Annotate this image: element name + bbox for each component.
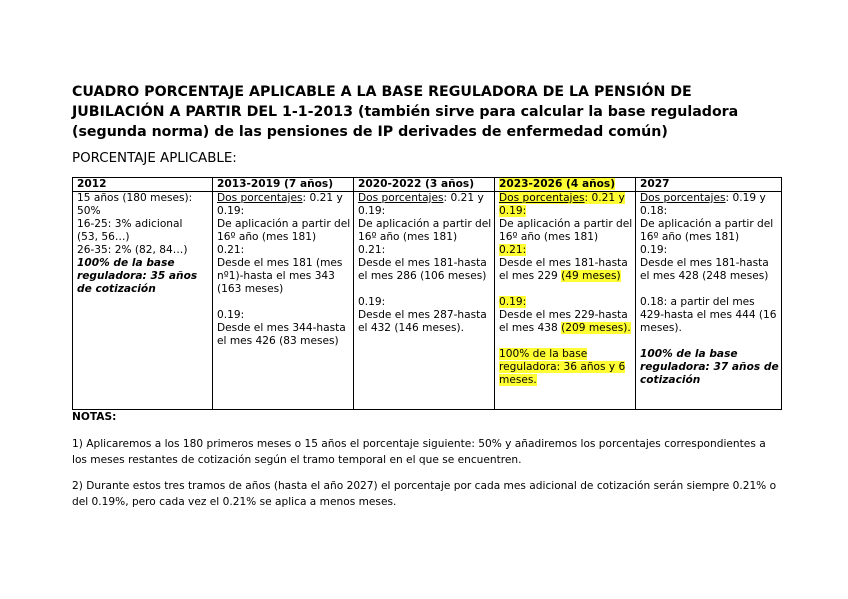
cell-text: : 0.19 y 0.18: bbox=[640, 192, 766, 217]
highlighted-text: (209 meses). bbox=[561, 322, 631, 334]
highlighted-text: 0.19: bbox=[499, 296, 527, 308]
cell-text: Desde el mes 181-hasta el mes 286 (106 meses) bbox=[358, 257, 487, 282]
cell-text: 0.21: bbox=[358, 244, 386, 256]
cell-text: Desde el mes 181-hasta el mes 229 bbox=[499, 257, 628, 282]
cell-text bbox=[499, 244, 634, 257]
cell-text bbox=[640, 192, 780, 218]
header-2027: 2027 bbox=[636, 178, 782, 192]
cell-2013-2019 bbox=[213, 192, 354, 410]
notes-heading: NOTAS: bbox=[72, 411, 117, 423]
cell-text: 16-25: 3% adicional bbox=[77, 218, 183, 230]
underlined-text: Dos porcentajes bbox=[640, 192, 726, 204]
cell-text: 0.19: bbox=[640, 244, 668, 256]
header-2013-2019: 2013-2019 (7 años) bbox=[213, 178, 354, 192]
cell-text: De aplicación a partir del 16º año (mes 181) bbox=[217, 218, 351, 243]
cell-text: 26-35: 2% (82, 84…) bbox=[77, 244, 188, 256]
cell-text: Desde el mes 181-hasta el mes 428 (248 meses) bbox=[640, 257, 769, 282]
table-row bbox=[73, 192, 782, 410]
cell-text bbox=[499, 348, 634, 387]
section-subtitle: PORCENTAJE APLICABLE: bbox=[72, 151, 237, 166]
cell-text: 0.19: bbox=[358, 296, 386, 308]
cell-text bbox=[358, 192, 493, 218]
cell-text: De aplicación a partir del 16º año (mes 181) bbox=[499, 218, 633, 243]
cell-final-text: 100% de la base reguladora: 37 años de cotización bbox=[640, 348, 779, 386]
cell-text: Desde el mes 229-hasta el mes 438 bbox=[499, 309, 628, 334]
highlighted-text bbox=[499, 192, 625, 217]
cell-text: 0.18: a partir del mes 429-hasta el mes 444 (16 meses). bbox=[640, 296, 777, 334]
cell-text bbox=[499, 296, 634, 309]
cell-text: : 0.21 y 0.19: bbox=[217, 192, 343, 217]
cell-text: Desde el mes 287-hasta el 432 (146 meses). bbox=[358, 309, 487, 334]
table-header-row bbox=[73, 178, 782, 192]
cell-text: : 0.21 y 0.19: bbox=[499, 192, 625, 217]
cell-final-text: 100% de la base reguladora: 35 años de cotización bbox=[77, 257, 198, 295]
underlined-text: Dos porcentajes bbox=[499, 192, 585, 204]
cell-text: Desde el mes 344-hasta el mes 426 (83 meses) bbox=[217, 322, 346, 347]
document-page bbox=[72, 82, 782, 520]
cell-text bbox=[499, 257, 634, 283]
cell-2027 bbox=[636, 192, 782, 410]
cell-text: 0.19: bbox=[217, 309, 245, 321]
cell-text bbox=[217, 192, 352, 218]
cell-text: Desde el mes 181 (mes nº1)-hasta el mes 343 (163 meses) bbox=[217, 257, 343, 295]
note-1: 1) Aplicaremos a los 180 primeros meses o 15 años el porcentaje siguiente: 50% y añadiremos los porcentajes correspondientes a los meses restantes de cotización según el tramo temporal en el que se encuentren. bbox=[72, 438, 766, 466]
cell-text bbox=[499, 309, 634, 335]
cell-text: De aplicación a partir del 16º año (mes 181) bbox=[358, 218, 492, 243]
document-title: CUADRO PORCENTAJE APLICABLE A LA BASE REGULADORA DE LA PENSIÓN DE JUBILACIÓN A PARTIR DEL 1-1-2013 (también sirve para calcular la base reguladora (segunda norma) de las pensiones de IP derivades de enfermedad común) bbox=[72, 84, 739, 140]
underlined-text: Dos porcentajes bbox=[358, 192, 444, 204]
highlighted-final-text: 100% de la base reguladora: 36 años y 6 meses. bbox=[499, 348, 626, 386]
cell-text bbox=[499, 192, 634, 218]
cell-2023-2026 bbox=[495, 192, 636, 410]
cell-text: (53, 56…) bbox=[77, 231, 130, 243]
cell-text: : 0.21 y 0.19: bbox=[358, 192, 484, 217]
cell-2020-2022 bbox=[354, 192, 495, 410]
note-2: 2) Durante estos tres tramos de años (hasta el año 2027) el porcentaje por cada mes adicional de cotización serán siempre 0.21% o del 0.19%, pero cada vez el 0.21% se aplica a menos meses. bbox=[72, 480, 777, 508]
highlighted-text: (49 meses) bbox=[561, 270, 621, 282]
highlighted-text: 0.21: bbox=[499, 244, 527, 256]
header-2023-2026 bbox=[495, 178, 636, 192]
cell-text: De aplicación a partir del 16º año (mes 181) bbox=[640, 218, 774, 243]
cell-text: 0.21: bbox=[217, 244, 245, 256]
cell-text: 15 años (180 meses): bbox=[77, 192, 193, 204]
cell-text: 50% bbox=[77, 205, 101, 217]
cell-2012 bbox=[73, 192, 213, 410]
header-2012: 2012 bbox=[73, 178, 213, 192]
header-2020-2022: 2020-2022 (3 años) bbox=[354, 178, 495, 192]
underlined-text: Dos porcentajes bbox=[217, 192, 303, 204]
percentage-table bbox=[72, 177, 782, 410]
header-2023-2026-label: 2023-2026 (4 años) bbox=[499, 178, 616, 190]
